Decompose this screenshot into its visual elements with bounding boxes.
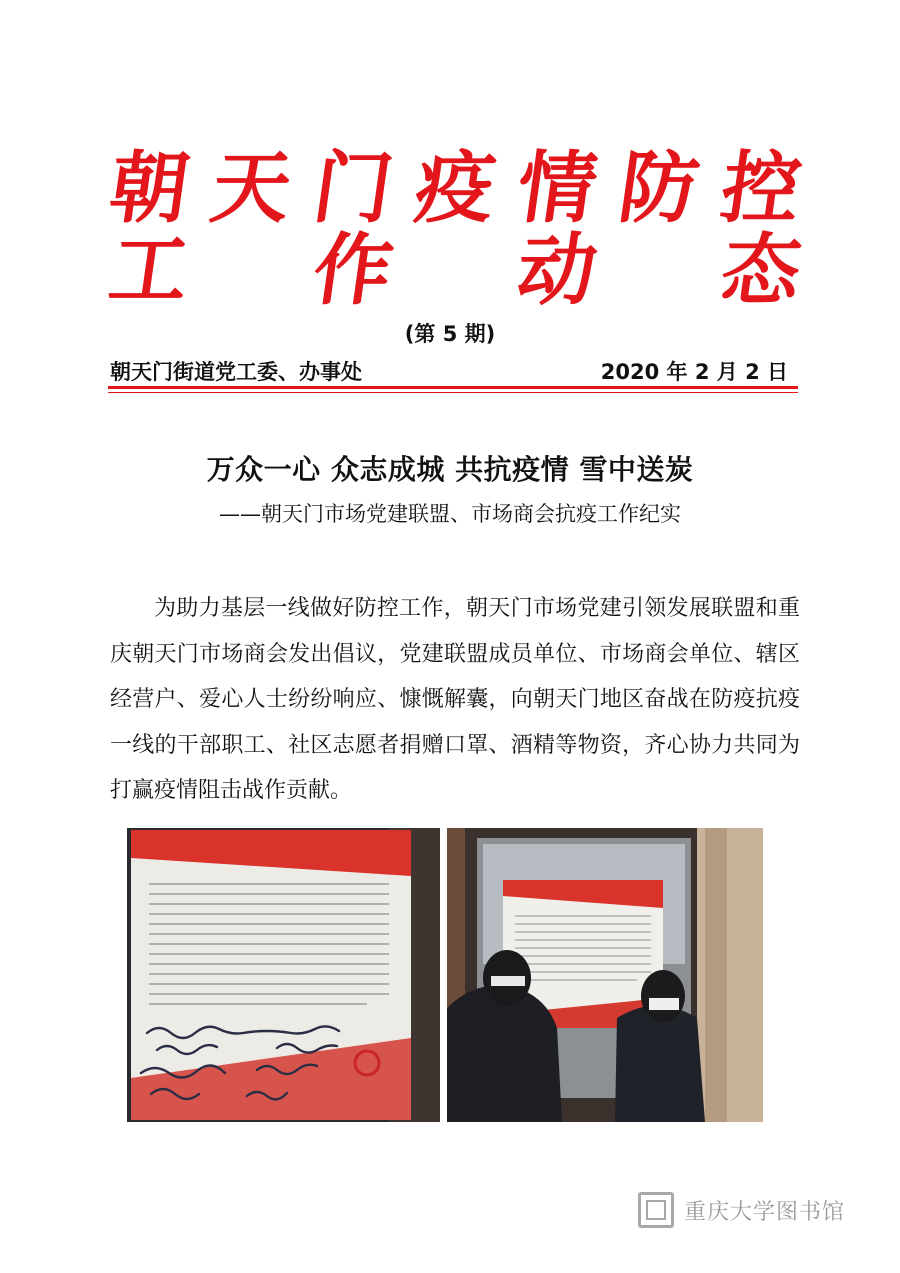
title-char: 工	[103, 225, 195, 316]
title-char: 防	[613, 143, 705, 234]
title-char: 天	[205, 143, 297, 234]
title-char: 控	[715, 143, 807, 234]
title-char: 门	[307, 143, 399, 234]
issue-number: (第 5 期)	[404, 322, 496, 346]
title-char: 动	[511, 225, 603, 316]
title-char: 作	[307, 225, 399, 316]
masthead-title-line-2	[103, 225, 807, 316]
article-headline: 万众一心 众志成城 共抗疫情 雪中送炭	[206, 453, 694, 486]
library-seal-icon	[638, 1192, 674, 1228]
photo-signed-proposal-image	[127, 828, 440, 1122]
article-body: 为助力基层一线做好防控工作，朝天门市场党建引领发展联盟和重庆朝天门市场商会发出倡议，党建联盟成员单位、市场商会单位、辖区经营户、爱心人士纷纷响应、慷慨解囊，向朝天门地区奋战在防疫抗疫一线的干部职工、社区志愿者捐赠口罩、酒精等物资，齐心协力共同为打赢疫情阻击战作贡献。	[110, 596, 800, 803]
issuer: 朝天门街道党工委、办事处	[110, 360, 362, 384]
photo-posting-proposal	[447, 828, 763, 1122]
title-char: 疫	[409, 143, 501, 234]
header-divider	[108, 386, 798, 389]
masthead-title-line-1	[103, 143, 807, 234]
photo-signed-proposal	[127, 828, 440, 1122]
watermark-text: 重庆大学图书馆	[684, 1199, 846, 1225]
issue-date: 2020 年 2 月 2 日	[600, 360, 788, 384]
library-watermark	[638, 1192, 845, 1228]
header-divider-thin	[108, 392, 798, 393]
title-char: 朝	[103, 143, 195, 234]
photo-posting-proposal-image	[447, 828, 763, 1122]
article-subheadline: ——朝天门市场党建联盟、市场商会抗疫工作纪实	[219, 502, 681, 526]
title-char: 态	[715, 225, 807, 316]
title-char: 情	[511, 143, 603, 234]
